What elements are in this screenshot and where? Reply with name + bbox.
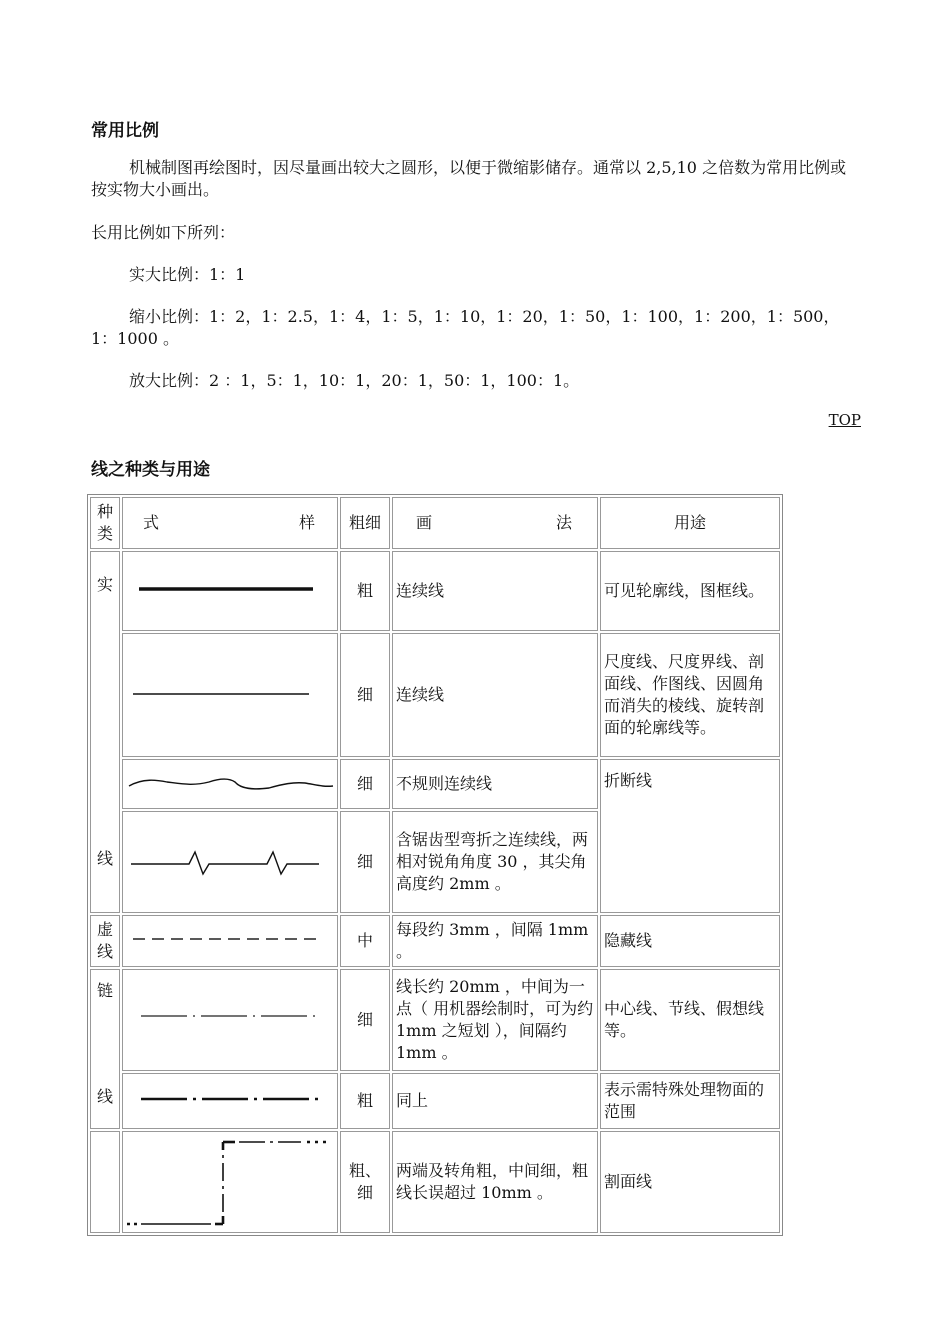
style-thick-chain-line <box>122 1073 338 1129</box>
kind-chain-line <box>90 969 120 1129</box>
scales-intro-paragraph: 机械制图再绘图时，因尽量画出较大之圆形，以便于微缩影储存。通常以 2,5,10 之倍数为常用比例或按实物大小画出。 <box>91 158 847 199</box>
header-method <box>392 497 598 549</box>
kind-chain-top: 链 <box>96 981 113 1000</box>
header-style <box>122 497 338 549</box>
table-row <box>90 1073 780 1129</box>
section-title-scales: 常用比例 <box>91 121 159 141</box>
style-thick-continuous <box>122 551 338 631</box>
use-cell: 中心线、节线、假想线等。 <box>600 969 780 1071</box>
style-thin-continuous <box>122 633 338 757</box>
header-style-b: 样 <box>298 513 315 532</box>
use-cell: 隐藏线 <box>600 915 780 967</box>
table-row <box>90 969 780 1071</box>
table-row <box>90 1131 780 1233</box>
method-cell: 不规则连续线 <box>392 759 598 809</box>
scale-real-size: 实大比例：1：1 <box>129 265 246 284</box>
method-cell: 同上 <box>392 1073 598 1129</box>
use-cell: 表示需特殊处理物面的范围 <box>600 1073 780 1129</box>
style-thin-chain-line <box>122 969 338 1071</box>
thickness-cell: 细 <box>340 633 390 757</box>
line-types-table <box>87 494 783 1236</box>
top-link[interactable]: TOP <box>828 411 861 429</box>
thickness-cell: 细 <box>340 759 390 809</box>
header-style-a: 式 <box>143 513 160 532</box>
kind-solid-line <box>90 551 120 913</box>
thickness-cell: 粗 <box>340 551 390 631</box>
table-row <box>90 915 780 967</box>
style-irregular-line <box>122 759 338 809</box>
header-use: 用途 <box>600 497 780 549</box>
thickness-cell: 中 <box>340 915 390 967</box>
style-dashed-line <box>122 915 338 967</box>
method-cell: 两端及转角粗，中间细，粗线长误超过 10mm 。 <box>392 1131 598 1233</box>
method-cell: 连续线 <box>392 633 598 757</box>
method-cell: 线长约 20mm ，中间为一点（ 用机器绘制时，可为约 1mm 之短划 ），间隔约 1mm 。 <box>392 969 598 1071</box>
kind-empty <box>90 1131 120 1233</box>
header-method-b: 法 <box>555 513 572 532</box>
header-method-a: 画 <box>416 513 433 532</box>
scale-enlarge: 放大比例：2 ：1，5：1，10：1，20：1，50：1，100：1。 <box>129 371 580 390</box>
use-cell: 割面线 <box>600 1131 780 1233</box>
kind-chain-bottom: 线 <box>96 1087 113 1106</box>
table-row <box>90 633 780 757</box>
scales-list-intro: 长用比例如下所列： <box>91 223 236 242</box>
kind-solid-top: 实 <box>96 575 113 594</box>
thickness-cell: 粗 <box>340 1073 390 1129</box>
table-row <box>90 759 780 809</box>
thickness-cell: 细 <box>340 969 390 1071</box>
use-cell: 尺度线、尺度界线、剖面线、作图线、因圆角而消失的棱线、旋转剖面的轮廓线等。 <box>600 633 780 757</box>
header-kind: 种类 <box>90 497 120 549</box>
kind-solid-bottom: 线 <box>96 849 113 868</box>
style-cutting-plane-line <box>122 1131 338 1233</box>
method-cell: 每段约 3mm ，间隔 1mm 。 <box>392 915 598 967</box>
method-cell: 含锯齿型弯折之连续线，两相对锐角角度 30 ，其尖角高度约 2mm 。 <box>392 811 598 913</box>
section-title-lines: 线之种类与用途 <box>91 460 210 480</box>
use-cell-break-line: 折断线 <box>600 759 780 913</box>
style-zigzag-line <box>122 811 338 913</box>
header-thickness: 粗细 <box>340 497 390 549</box>
use-cell: 可见轮廓线，图框线。 <box>600 551 780 631</box>
table-row <box>90 551 780 631</box>
kind-dashed-line: 虚线 <box>90 915 120 967</box>
table-header-row <box>90 497 780 549</box>
thickness-cell: 粗、细 <box>340 1131 390 1233</box>
method-cell: 连续线 <box>392 551 598 631</box>
thickness-cell: 细 <box>340 811 390 913</box>
scale-reduce: 缩小比例：1：2，1：2.5，1：4，1：5，1：10，1：20，1：50，1：100，1：200，1：500，1：1000 。 <box>91 307 840 348</box>
